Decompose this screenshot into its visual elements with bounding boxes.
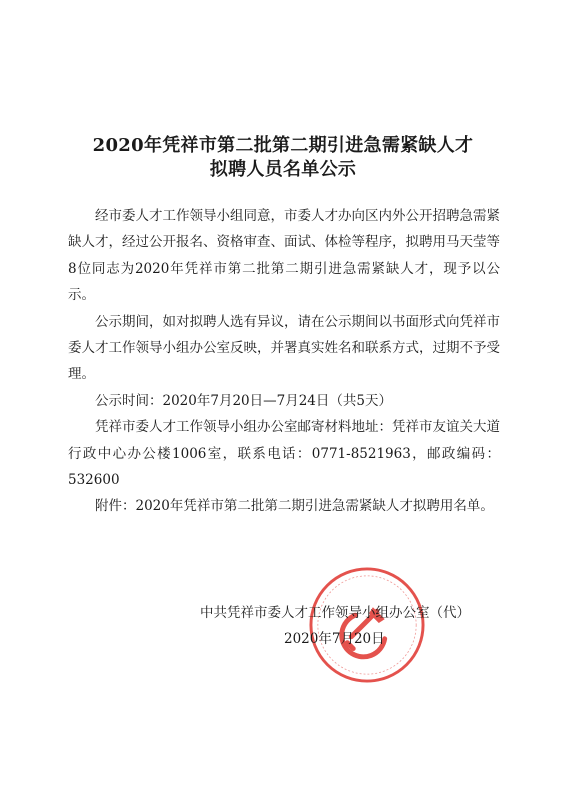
signature-block [200,600,505,652]
document-title [0,134,566,182]
paragraph-attachment: 附件：2020年凭祥市第二批第二期引进急需紧缺人才拟聘用名单。 [95,498,494,515]
document-body [68,203,500,520]
signature-organization: 中共凭祥市委人才工作领导小组办公室（代） [200,605,470,621]
paragraph-period: 公示时间：2020年7月20日—7月24日（共5天） [95,392,392,409]
paragraph-address: 凭祥市委人才工作领导小组办公室邮寄材料地址：凭祥市友谊关大道行政中心办公楼1006室，联系电话：0771-8521963，邮政编码：532600 [68,419,500,489]
paragraph-objection: 公示期间，如对拟聘人选有异议，请在公示期间以书面形式向凭祥市委人才工作领导小组办公室反映，并署真实姓名和联系方式，过期不予受理。 [68,313,500,383]
paragraph-intro: 经市委人才工作领导小组同意，市委人才办向区内外公开招聘急需紧缺人才，经过公开报名、资格审查、面试、体检等程序，拟聘用马天莹等8位同志为2020年凭祥市第二批第二期引进急需紧缺人才，现予以公示。 [68,208,500,304]
title-line-2: 拟聘人员名单公示 [209,159,357,180]
signature-date: 2020年7月20日 [284,631,385,647]
title-line-1: 2020年凭祥市第二批第二期引进急需紧缺人才 [92,135,474,156]
